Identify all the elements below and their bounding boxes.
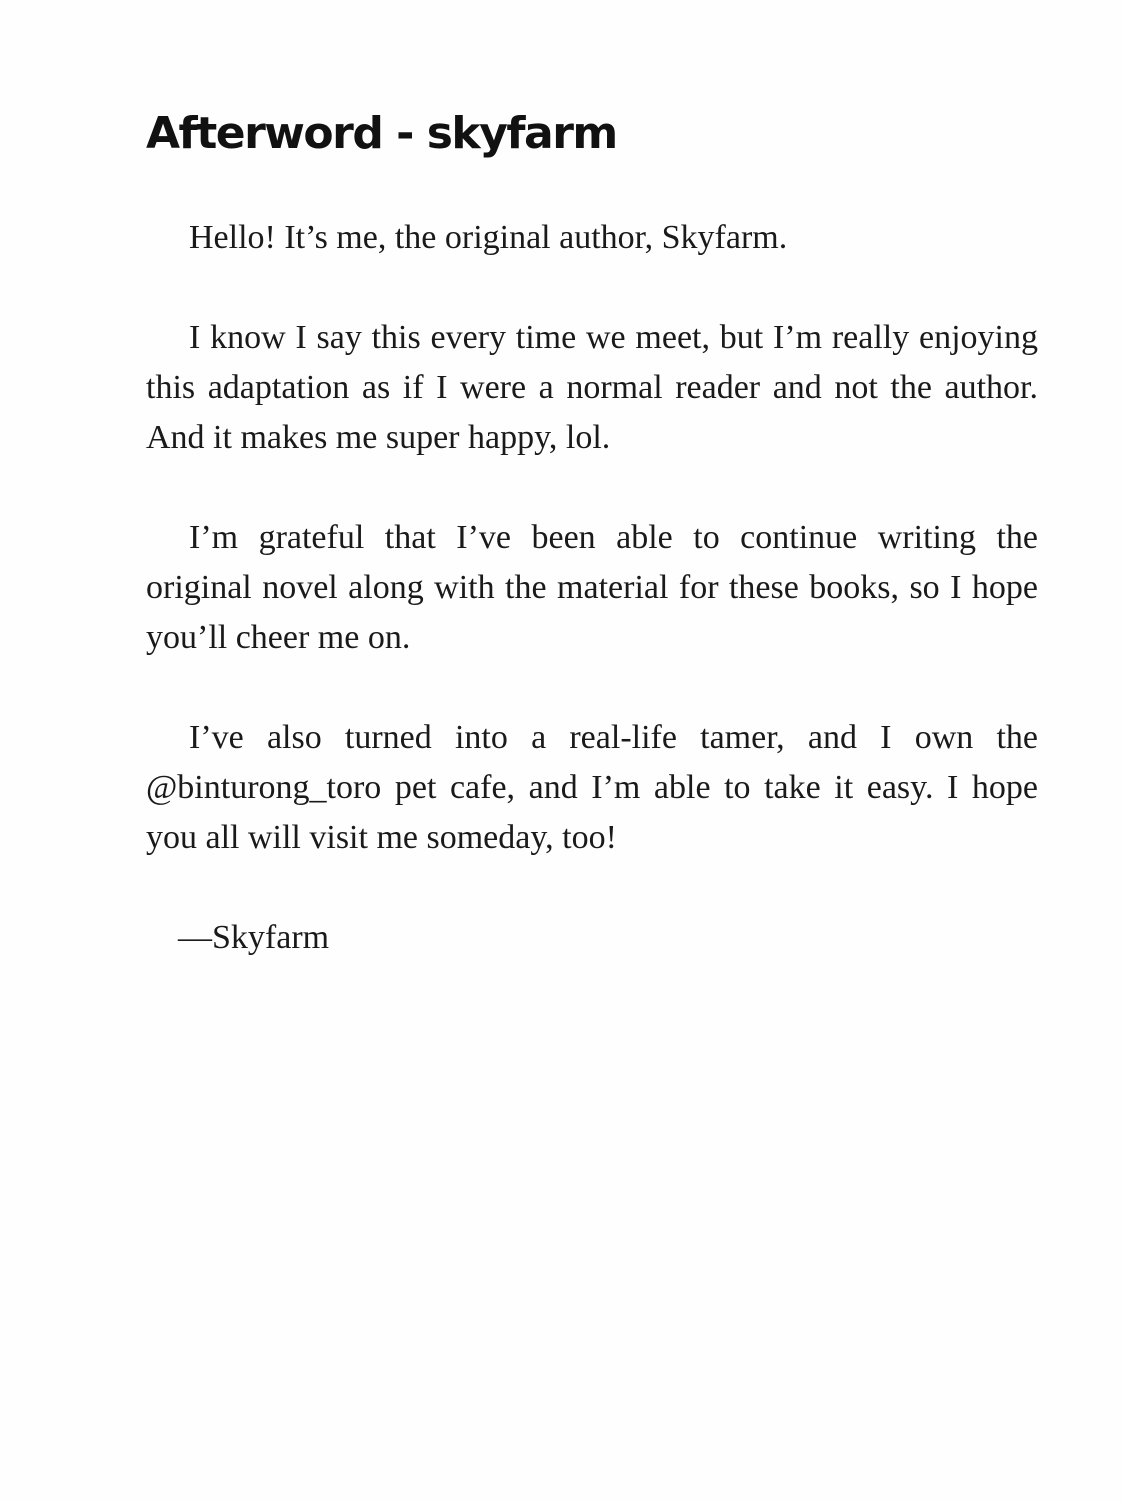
- author-signature: —Skyfarm: [178, 919, 330, 956]
- paragraph-greeting: Hello! It’s me, the original author, Skyfarm.: [189, 219, 788, 256]
- paragraph-gratitude: I’m grateful that I’ve been able to continue writing the original novel along with the material for these books, so I hope you’ll cheer me on.: [146, 519, 1038, 656]
- afterword-body: [146, 213, 1038, 963]
- paragraph-pet-cafe: I’ve also turned into a real-life tamer, and I own the @binturong_toro pet cafe, and I’m able to take it easy. I hope you all will visit me someday, too!: [146, 719, 1038, 856]
- page-title: Afterword - skyfarm: [146, 108, 617, 159]
- paragraph-adaptation: I know I say this every time we meet, but I’m really enjoying this adaptation as if I were a normal reader and not the author. And it makes me super happy, lol.: [146, 319, 1038, 456]
